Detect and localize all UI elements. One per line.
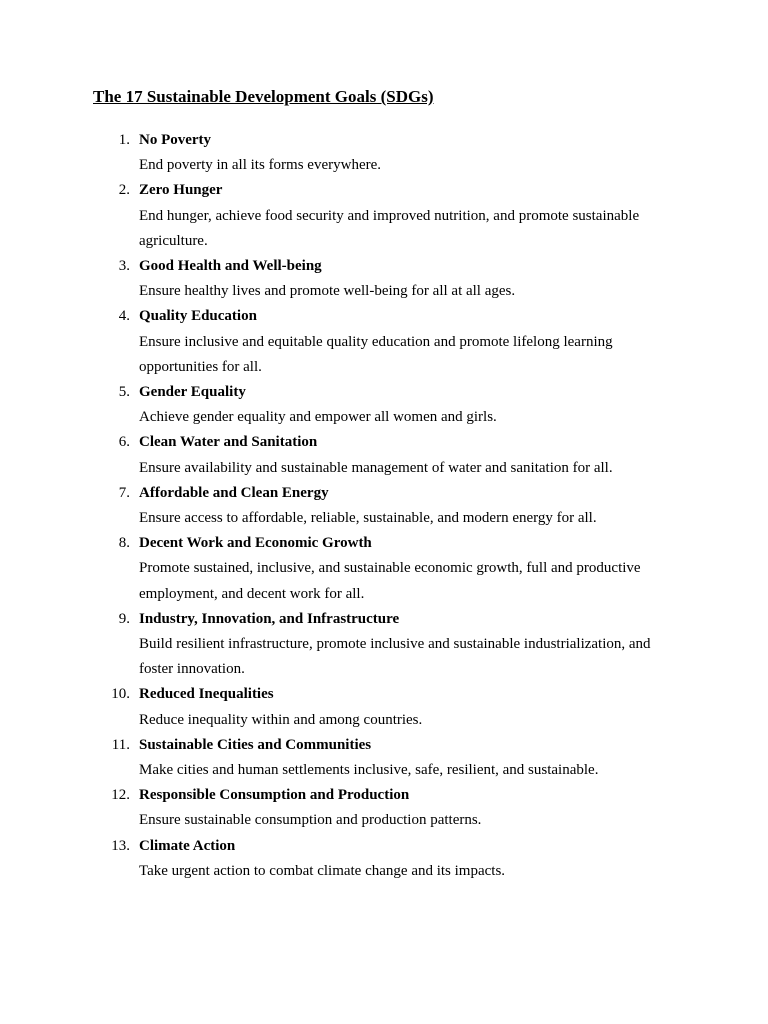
goal-number: 4. xyxy=(118,308,130,325)
goal-number: 7. xyxy=(118,484,130,501)
goal-description: Build resilient infrastructure, promote inclusive and sustainable industrialization, and foster innovation. xyxy=(139,636,651,678)
goal-description: End hunger, achieve food security and improved nutrition, and promote sustainable agriculture. xyxy=(139,207,640,249)
goal-description: Promote sustained, inclusive, and sustainable economic growth, full and productive employment, and decent work for all. xyxy=(139,560,641,602)
goal-number: 5. xyxy=(118,384,130,401)
goal-name: Responsible Consumption and Production xyxy=(139,787,410,804)
goal-description: End poverty in all its forms everywhere. xyxy=(139,157,382,174)
goal-number: 10. xyxy=(111,686,130,703)
goal-item xyxy=(0,682,768,732)
goal-number: 3. xyxy=(118,258,130,275)
goal-name: Zero Hunger xyxy=(139,182,223,199)
goal-name: Clean Water and Sanitation xyxy=(139,434,318,451)
goal-description: Reduce inequality within and among countries. xyxy=(139,711,423,728)
goal-number: 9. xyxy=(118,610,130,627)
goal-item xyxy=(0,178,768,254)
goal-number: 13. xyxy=(111,837,130,854)
goal-name: Sustainable Cities and Communities xyxy=(139,736,372,753)
goal-item xyxy=(0,380,768,430)
goal-name: Decent Work and Economic Growth xyxy=(139,535,372,552)
goal-item xyxy=(0,733,768,783)
goal-item xyxy=(0,481,768,531)
goal-number: 8. xyxy=(118,535,130,552)
goal-name: Climate Action xyxy=(139,837,236,854)
goal-item xyxy=(0,128,768,178)
goal-description: Achieve gender equality and empower all women and girls. xyxy=(139,409,497,426)
goal-description: Ensure sustainable consumption and production patterns. xyxy=(139,812,482,829)
goal-item xyxy=(0,254,768,304)
goal-number: 12. xyxy=(111,787,130,804)
goal-number: 11. xyxy=(111,736,130,753)
goal-name: Quality Education xyxy=(139,308,257,325)
goal-item xyxy=(0,430,768,480)
goal-name: Gender Equality xyxy=(139,384,246,401)
goal-description: Ensure availability and sustainable management of water and sanitation for all. xyxy=(139,459,613,476)
goal-item xyxy=(0,607,768,683)
goal-description: Ensure access to affordable, reliable, sustainable, and modern energy for all. xyxy=(139,510,597,527)
goal-name: No Poverty xyxy=(139,132,212,148)
goal-name: Good Health and Well-being xyxy=(139,258,322,275)
goal-number: 6. xyxy=(118,434,130,451)
goal-item xyxy=(0,834,768,884)
goal-description: Make cities and human settlements inclusive, safe, resilient, and sustainable. xyxy=(139,762,599,779)
goal-item xyxy=(0,531,768,607)
goal-list xyxy=(0,128,768,884)
goal-number: 1. xyxy=(118,132,130,148)
goal-item xyxy=(0,783,768,833)
goal-description: Ensure inclusive and equitable quality education and promote lifelong learning opportunities for all. xyxy=(139,333,613,375)
document-title: The 17 Sustainable Development Goals (SDGs) xyxy=(93,87,434,106)
goal-item xyxy=(0,304,768,380)
goal-name: Industry, Innovation, and Infrastructure xyxy=(139,610,400,627)
goal-name: Reduced Inequalities xyxy=(139,686,274,703)
goal-name: Affordable and Clean Energy xyxy=(139,484,329,501)
goal-description: Ensure healthy lives and promote well-being for all at all ages. xyxy=(139,283,516,300)
goal-number: 2. xyxy=(118,182,130,199)
goal-description: Take urgent action to combat climate change and its impacts. xyxy=(139,862,506,879)
